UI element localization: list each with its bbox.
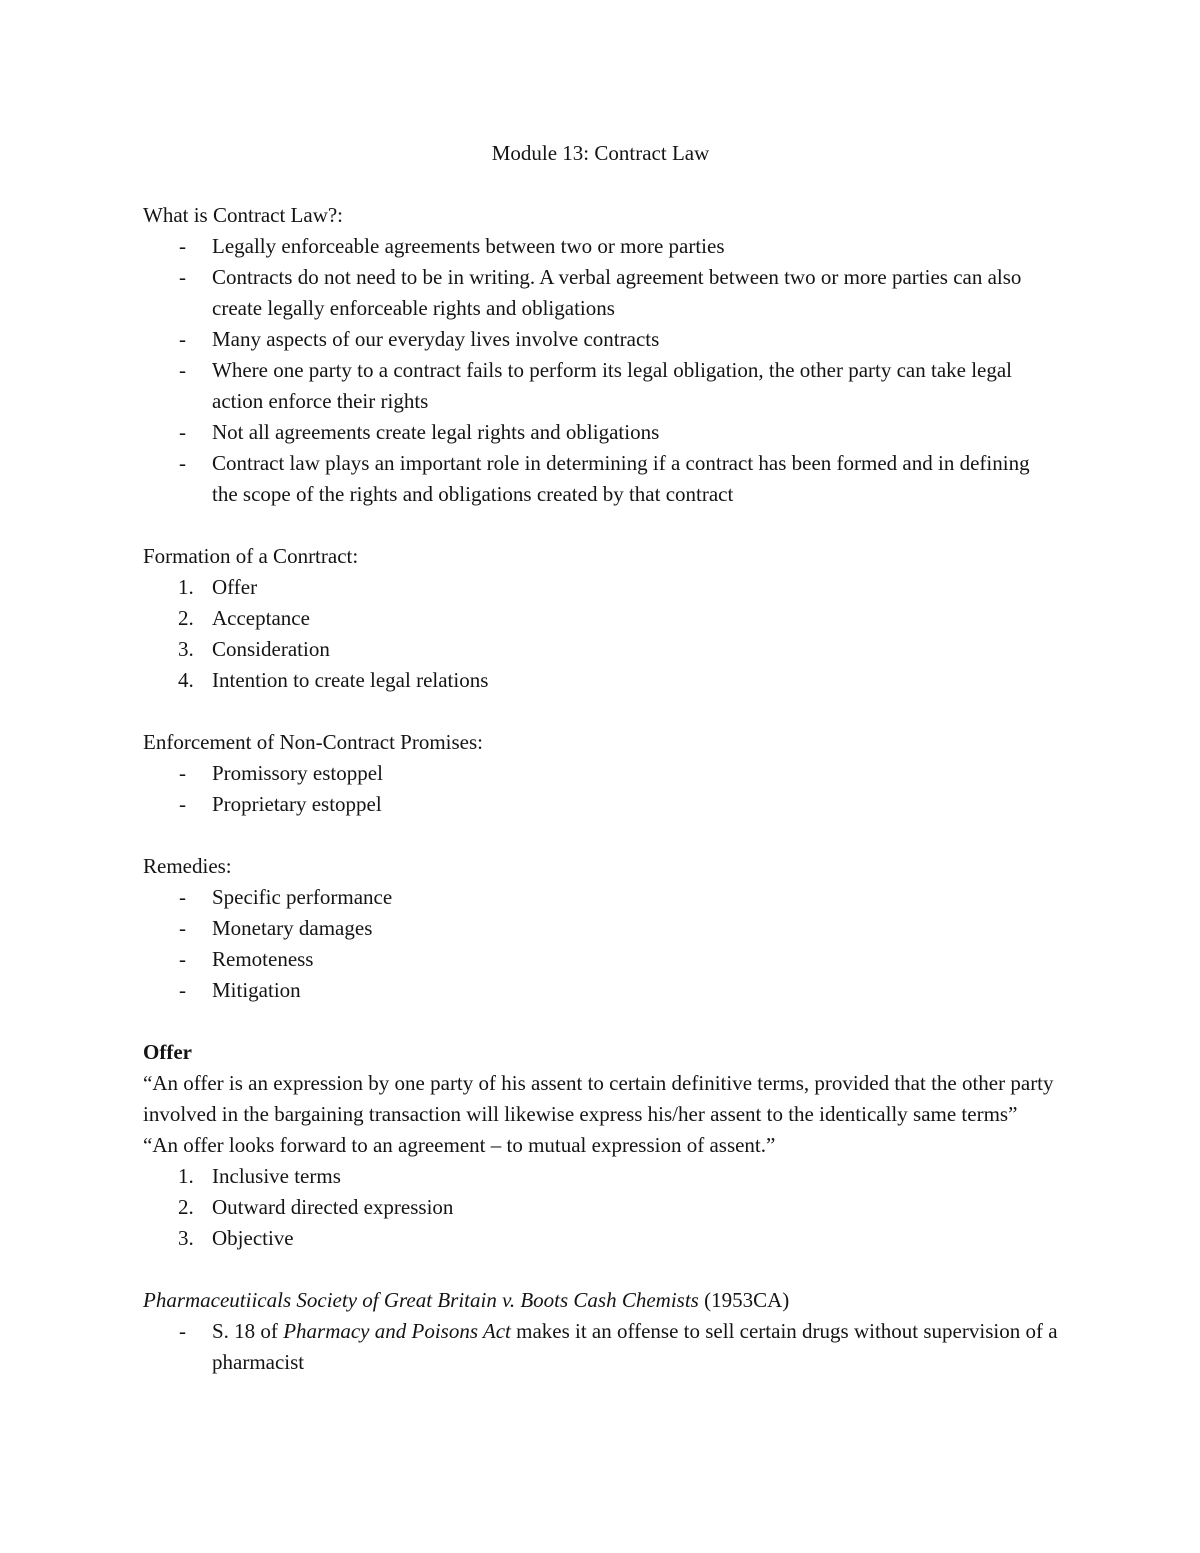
- list-number: 2.: [178, 606, 194, 630]
- quote-paragraph: “An offer looks forward to an agreement – to mutual expression of assent.”: [143, 1133, 776, 1157]
- list-item: - Legally enforceable agreements between two or more parties: [143, 231, 1058, 262]
- list-item-text: Inclusive terms: [212, 1164, 341, 1188]
- list-item: - Where one party to a contract fails to perform its legal obligation, the other party can take legal action enforce their rights: [143, 355, 1058, 417]
- list-item: [143, 572, 1058, 603]
- list-item: - Monetary damages: [143, 913, 1058, 944]
- list-item: [143, 665, 1058, 696]
- case-item-post: makes it an offense to sell certain drugs without supervision of a pharmacist: [212, 1319, 1058, 1374]
- list-item-text: Intention to create legal relations: [212, 668, 489, 692]
- list-number: 1.: [178, 575, 194, 599]
- case-title-name: Pharmaceutiicals Society of Great Britain v. Boots Cash Chemists: [143, 1288, 699, 1312]
- page-title: Module 13: Contract Law: [491, 141, 710, 165]
- case-title: [143, 1285, 1058, 1316]
- section-enforcement: [143, 727, 1058, 820]
- list-item: - Many aspects of our everyday lives involve contracts: [143, 324, 1058, 355]
- section-offer: [143, 1037, 1058, 1254]
- list-item: - Contract law plays an important role in determining if a contract has been formed and in defining the scope of the rights and obligations created by that contract: [143, 448, 1058, 510]
- section-formation: [143, 541, 1058, 696]
- list-item-text: Offer: [212, 575, 258, 599]
- case-item-act: Pharmacy and Poisons Act: [283, 1319, 511, 1343]
- list-item: [143, 1223, 1058, 1254]
- quote-paragraph: “An offer is an expression by one party of his assent to certain definitive terms, provided that the other party involved in the bargaining transaction will likewise express his/her assent to the identically same terms”: [143, 1071, 1054, 1126]
- list-item: - Not all agreements create legal rights and obligations: [143, 417, 1058, 448]
- list-item: - Proprietary estoppel: [143, 789, 1058, 820]
- list-item-text: Objective: [212, 1226, 294, 1250]
- section-case-pharmaceutical: [143, 1285, 1058, 1378]
- list-item: - Remoteness: [143, 944, 1058, 975]
- list-item-text: Acceptance: [212, 606, 310, 630]
- list-item: [143, 603, 1058, 634]
- list-number: 4.: [178, 668, 194, 692]
- section-heading: Enforcement of Non-Contract Promises:: [143, 730, 483, 754]
- list-number: 3.: [178, 1226, 194, 1250]
- list-item-text: Consideration: [212, 637, 330, 661]
- list-item: - Contracts do not need to be in writing. A verbal agreement between two or more parties can also create legally enforceable rights and obligations: [143, 262, 1058, 324]
- section-remedies: [143, 851, 1058, 1006]
- list-number: 3.: [178, 637, 194, 661]
- section-what-is-contract-law: [143, 200, 1058, 510]
- section-heading: What is Contract Law?:: [143, 203, 344, 227]
- case-item-pre: S. 18 of: [212, 1319, 284, 1343]
- list-item: - Mitigation: [143, 975, 1058, 1006]
- section-heading: Offer: [143, 1040, 192, 1064]
- list-item: [143, 1192, 1058, 1223]
- list-number: 2.: [178, 1195, 194, 1219]
- list-item: - Specific performance: [143, 882, 1058, 913]
- list-item: [143, 634, 1058, 665]
- list-number: 1.: [178, 1164, 194, 1188]
- list-item-text: Outward directed expression: [212, 1195, 454, 1219]
- section-heading: Remedies:: [143, 854, 232, 878]
- list-item: - Promissory estoppel: [143, 758, 1058, 789]
- case-title-year: (1953CA): [698, 1288, 790, 1312]
- section-heading: Formation of a Conrtract:: [143, 544, 359, 568]
- list-item: [143, 1161, 1058, 1192]
- list-item: [143, 1316, 1058, 1378]
